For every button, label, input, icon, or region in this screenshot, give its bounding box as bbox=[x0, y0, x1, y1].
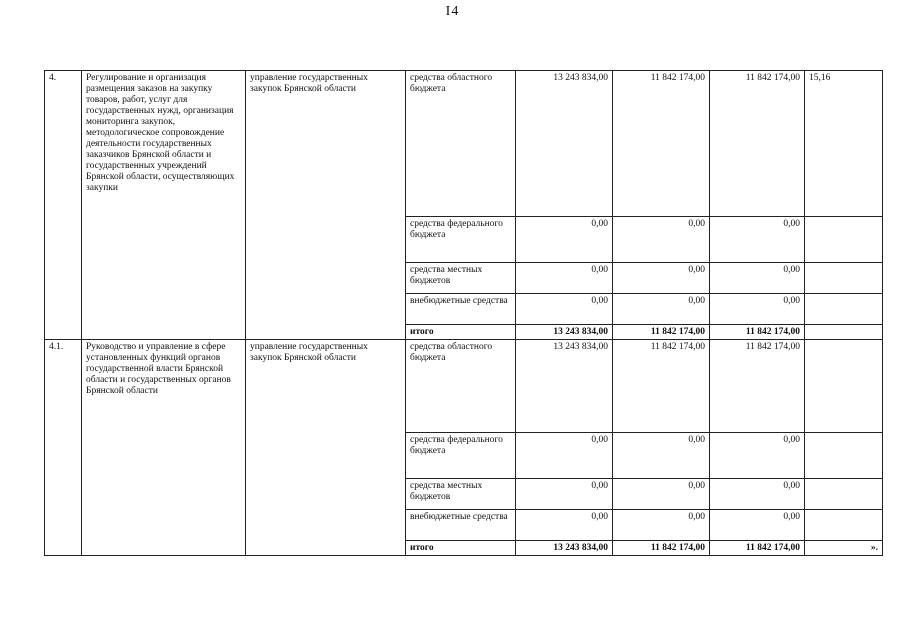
amount-year-3: 0,00 bbox=[710, 263, 805, 294]
amount-year-1: 0,00 bbox=[516, 294, 613, 325]
table-row bbox=[45, 71, 883, 217]
amount-year-1: 0,00 bbox=[516, 433, 613, 479]
section-name: Регулирование и организация размещения заказов на закупку товаров, работ, услуг для государственных нужд, организация мониторинга закупок, методологическое сопровождение деятельности государственных заказчиков Брянской области и государственных учреждений Брянской области, осуществляющих закупки bbox=[82, 71, 246, 340]
amount-year-3: 0,00 bbox=[710, 433, 805, 479]
total-year-3: 11 842 174,00 bbox=[710, 325, 805, 340]
amount-year-2: 0,00 bbox=[613, 263, 710, 294]
amount-year-2: 0,00 bbox=[613, 433, 710, 479]
indicator-ref bbox=[805, 433, 883, 479]
section-executor: управление государственных закупок Брянской области bbox=[246, 340, 406, 556]
amount-year-3: 0,00 bbox=[710, 217, 805, 263]
funding-source: средства местных бюджетов bbox=[406, 479, 516, 510]
amount-year-3: 11 842 174,00 bbox=[710, 71, 805, 217]
funding-source: внебюджетные средства bbox=[406, 294, 516, 325]
page-number: I4 bbox=[445, 4, 460, 19]
table-row bbox=[45, 340, 883, 433]
section-executor: управление государственных закупок Брянской области bbox=[246, 71, 406, 340]
amount-year-2: 11 842 174,00 bbox=[613, 71, 710, 217]
funding-source: средства федерального бюджета bbox=[406, 217, 516, 263]
funding-source: средства областного бюджета bbox=[406, 340, 516, 433]
funding-source: средства областного бюджета bbox=[406, 71, 516, 217]
indicator-ref bbox=[805, 294, 883, 325]
closing-quote: ». bbox=[805, 541, 883, 556]
amount-year-1: 0,00 bbox=[516, 510, 613, 541]
total-year-1: 13 243 834,00 bbox=[516, 541, 613, 556]
amount-year-2: 0,00 bbox=[613, 217, 710, 263]
indicator-ref: 15,16 bbox=[805, 71, 883, 217]
amount-year-2: 0,00 bbox=[613, 294, 710, 325]
amount-year-1: 0,00 bbox=[516, 217, 613, 263]
indicator-ref bbox=[805, 340, 883, 433]
amount-year-1: 0,00 bbox=[516, 479, 613, 510]
total-year-2: 11 842 174,00 bbox=[613, 541, 710, 556]
amount-year-2: 11 842 174,00 bbox=[613, 340, 710, 433]
amount-year-2: 0,00 bbox=[613, 479, 710, 510]
total-label: итого bbox=[406, 325, 516, 340]
section-code: 4.1. bbox=[45, 340, 82, 556]
funding-source: средства федерального бюджета bbox=[406, 433, 516, 479]
section-code: 4. bbox=[45, 71, 82, 340]
budget-table bbox=[44, 70, 883, 556]
amount-year-1: 13 243 834,00 bbox=[516, 340, 613, 433]
indicator-ref bbox=[805, 263, 883, 294]
indicator-ref bbox=[805, 217, 883, 263]
indicator-ref bbox=[805, 325, 883, 340]
funding-source: средства местных бюджетов bbox=[406, 263, 516, 294]
total-label: итого bbox=[406, 541, 516, 556]
amount-year-3: 0,00 bbox=[710, 510, 805, 541]
amount-year-1: 13 243 834,00 bbox=[516, 71, 613, 217]
amount-year-3: 0,00 bbox=[710, 479, 805, 510]
indicator-ref bbox=[805, 510, 883, 541]
indicator-ref bbox=[805, 479, 883, 510]
amount-year-1: 0,00 bbox=[516, 263, 613, 294]
section-name: Руководство и управление в сфере установленных функций органов государственной власти Брянской области и государственных органов Брянской области bbox=[82, 340, 246, 556]
funding-source: внебюджетные средства bbox=[406, 510, 516, 541]
amount-year-3: 11 842 174,00 bbox=[710, 340, 805, 433]
amount-year-2: 0,00 bbox=[613, 510, 710, 541]
total-year-2: 11 842 174,00 bbox=[613, 325, 710, 340]
amount-year-3: 0,00 bbox=[710, 294, 805, 325]
total-year-3: 11 842 174,00 bbox=[710, 541, 805, 556]
total-year-1: 13 243 834,00 bbox=[516, 325, 613, 340]
